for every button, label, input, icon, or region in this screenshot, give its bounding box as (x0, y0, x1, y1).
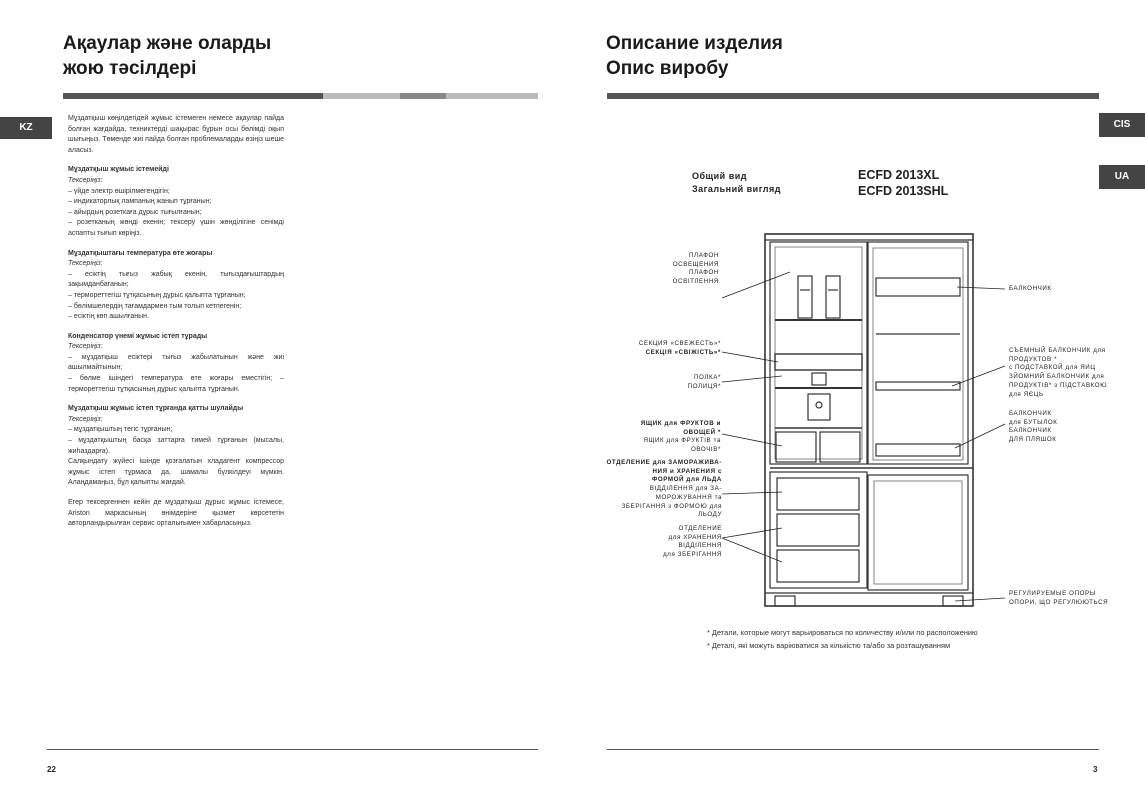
left-bottom-rule (47, 749, 538, 750)
section-heading: Конденсатор үнемі жұмыс істеп тұрады (68, 332, 208, 340)
left-page-title: Ақаулар және оларды жою тәсілдері (63, 33, 272, 79)
label-vegetable-drawer: ЯЩИК для ФРУКТОВ и ОВОЩЕЙ * ЯЩИК для ФРУКТІВ та ОВОЧІВ* (640, 420, 721, 454)
left-title-rule (63, 93, 323, 99)
label-shelf: ПОЛКА* ПОЛИЦЯ* (687, 374, 721, 390)
check-line: – бөлімшелердің тағамдармен тым толып кетпегенін; (68, 302, 242, 310)
general-view-label: Общий вид Загальний вигляд (692, 171, 781, 194)
model-names: ECFD 2013XL ECFD 2013SHL (858, 168, 949, 198)
label-storage-compartment: ОТДЕЛЕНИЕ для ХРАНЕНИЯ ВІДДІЛЕННЯ для ЗБЕРІГАННЯ (663, 525, 722, 559)
section-heading: Мұздатқыш жұмыс істеп тұрғанда қатты шулайды (68, 405, 244, 413)
section-heading: Мұздатқыш жұмыс істемейді (68, 166, 169, 174)
check-line: Салқындату жүйесі ішінде қозғалатын хладагент компрессор жұмыс істеп тұрмаса да, шамалы бүлкілдеуі мүмкін. Алаңдамаңыз, бұл қалыпты жағдай. (68, 458, 284, 487)
label-balcony: БАЛКОНЧИК (1009, 285, 1052, 292)
right-page-number: 3 (1093, 765, 1098, 774)
left-title-rule-2 (323, 93, 400, 99)
check-line: – мұздатқыштың басқа заттарға тимей тұрғанын (мысалы, жиһаздарға). (68, 437, 284, 455)
footnotes: * Детали, которые могут варьироваться по количеству и/или по расположению * Деталі, які можуть варіюватися за кількістю та/або за розташуванням (707, 628, 978, 650)
left-page-number: 22 (47, 765, 56, 774)
troubleshooting-text (68, 114, 284, 530)
lang-tab-kz[interactable]: KZ (0, 117, 52, 139)
label-bottle-balcony: БАЛКОНЧИК для БУТЫЛОК БАЛКОНЧИК ДЛЯ ПЛЯШОК (1009, 410, 1058, 444)
check-label: Тексеріңіз: (68, 415, 103, 423)
right-page-title: Описание изделия Опис виробу (606, 33, 783, 79)
check-label: Тексеріңіз: (68, 260, 103, 268)
lang-tab-ua[interactable]: UA (1099, 165, 1145, 189)
lang-tab-cis[interactable]: CIS (1099, 113, 1145, 137)
check-line: – бөлме ішіндегі температура өте жоғары еместігін; – термореттегіш тұтқасының дұрыс қалыпта тұрғанын. (68, 375, 284, 393)
footer-paragraph: Егер тексергеннен кейін де мұздатқыш дұрыс жұмыс істемесе, Ariston маркасының өнімдеріне қызмет көрсететін авторландырылған сервис орталығымен хабарласыңыз. (68, 499, 284, 528)
intro-paragraph: Мұздатқыш көңілдегідей жұмыс істемеген немесе ақаулар пайда болған жағдайда, техниктерді шақырас бұрын осы бөлімді оқып шығыңыз. Төменде жиі пайда болған проблемаларды өзіңіз шеше аласыз. (68, 115, 284, 154)
label-removable-balcony: СЪЕМНЫЙ БАЛКОНЧИК для ПРОДУКТОВ * с ПОДСТАВКОЙ для ЯИЦ ЗЙОМНИЙ БАЛКОНЧИК для ПРОДУКТІВ* з ПІДСТАВКОЮ для ЯЄЦЬ (1009, 347, 1108, 398)
label-freezer-compartment: ОТДЕЛЕНИЕ для ЗАМОРАЖИВА- НИЯ и ХРАНЕНИЯ с ФОРМОЙ для ЛЬДА ВІДДІЛЕННЯ для ЗА- МОРОЖУВАННЯ та ЗБЕРІГАННЯ з ФОРМОЮ для ЛЬОДУ (606, 459, 722, 519)
check-line: – айырдың розеткаға дұрыс тығылғанын; (68, 208, 202, 216)
check-line: – мұздатқыштың тегіс тұрғанын; (68, 426, 173, 434)
check-line: – есіктің тығыз жабық екенін, тығыздағыштардың зақымданбағанын; (68, 270, 284, 289)
check-line: – үйде электр өшірілмегендігін; (68, 187, 170, 195)
right-title-rule (607, 93, 1099, 99)
check-line: – индикаторлық лампаның жанып тұрғанын; (68, 198, 212, 206)
check-label: Тексеріңіз: (68, 343, 103, 351)
label-lamp: ПЛАФОН ОСВЕЩЕНИЯ ПЛАФОН ОСВІТЛЕННЯ (672, 252, 719, 286)
right-bottom-rule (607, 749, 1099, 750)
check-line: – есіктің көп ашылғанын. (68, 313, 149, 321)
left-title-rule-3 (400, 93, 446, 99)
left-title-rule-4 (446, 93, 538, 99)
label-fresh-section: СЕКЦИЯ «СВЕЖЕСТЬ»* СЕКЦІЯ «СВІЖІСТЬ»* (638, 340, 721, 356)
check-line: – мұздатқыш есіктері тығыз жабылатынын және жиі ашылмайтынын; (68, 353, 284, 372)
section-heading: Мұздатқыштағы температура өте жоғары (68, 249, 213, 257)
check-line: – термореттегіш тұтқасының дұрыс қалыпта тұрғанын; (68, 291, 246, 299)
label-adjustable-feet: РЕГУЛИРУЕМЫЕ ОПОРЫ ОПОРИ, ЩО РЕГУЛЮЮТЬСЯ (1009, 590, 1109, 606)
check-line: – розетканың жөнді екенін; тексеру үшін жөнділігіне сенімді аспапты тығып көріңіз. (68, 219, 284, 237)
check-label: Тексеріңіз: (68, 176, 103, 184)
